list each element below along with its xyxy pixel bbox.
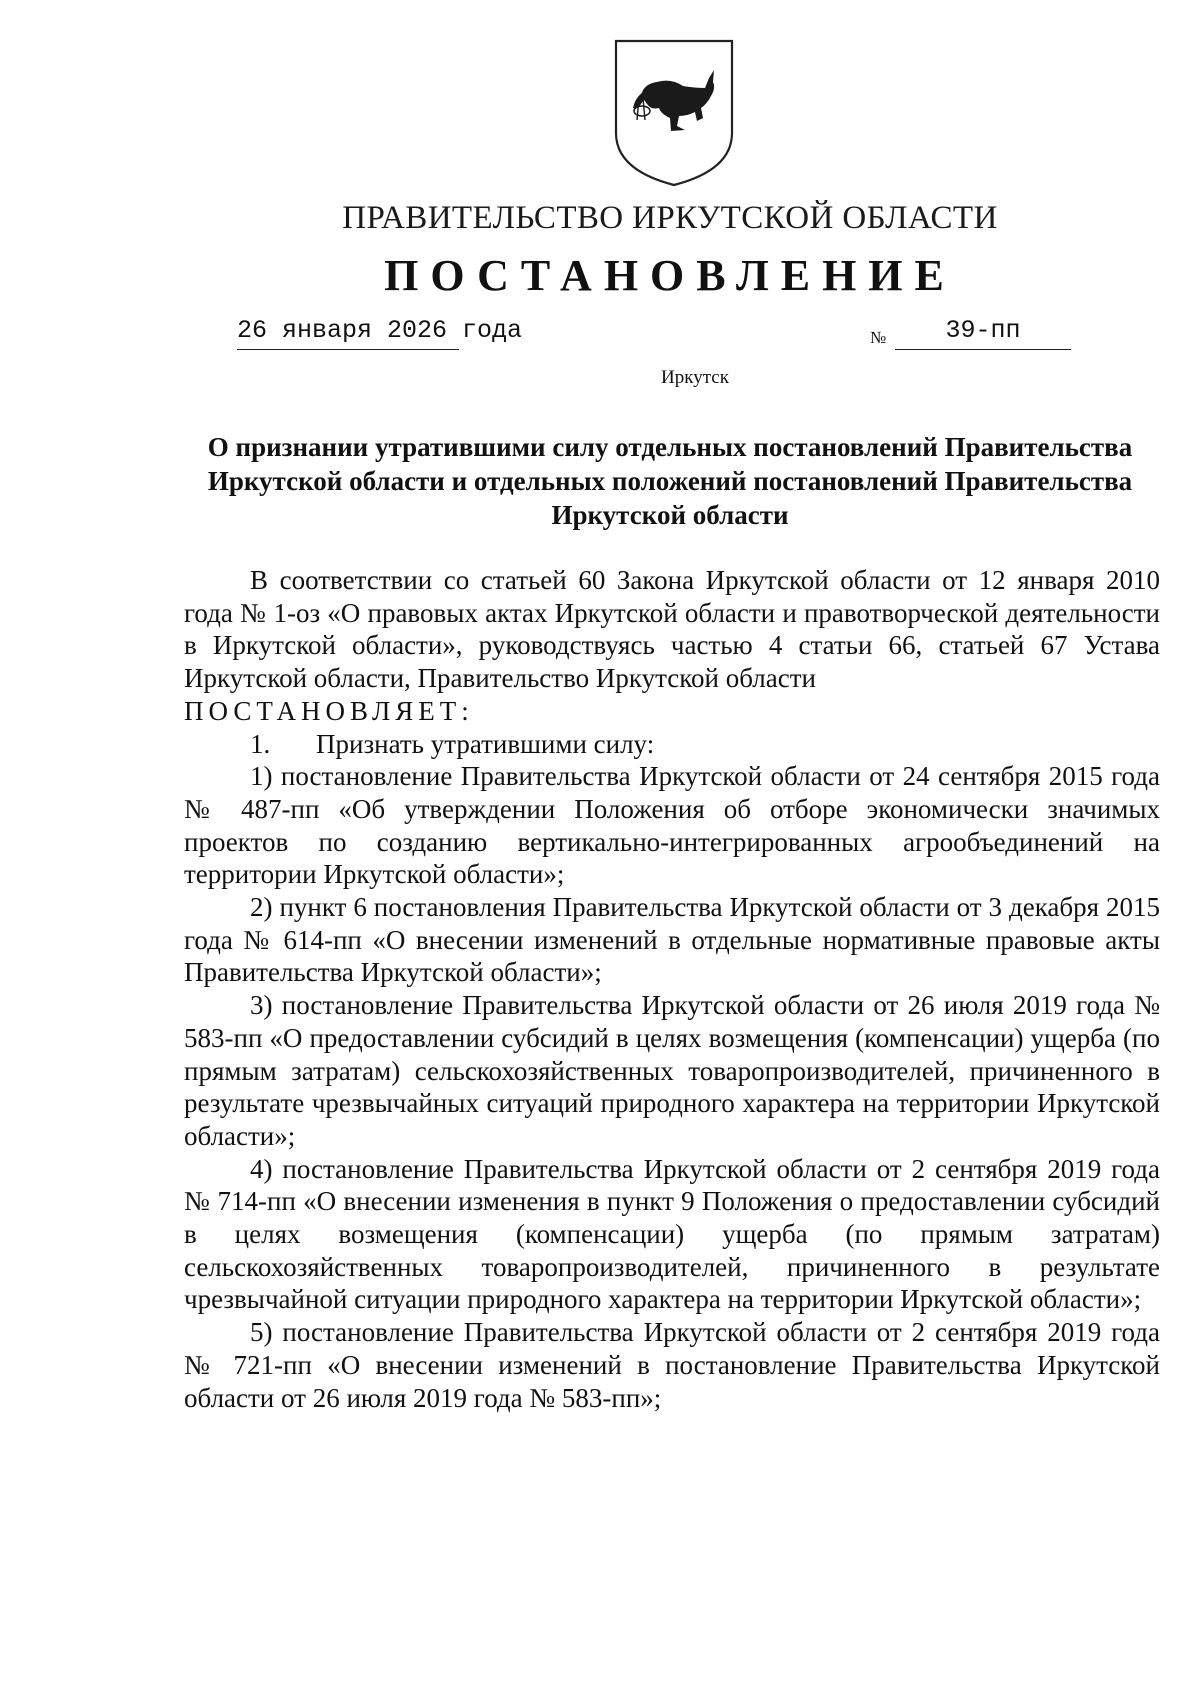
irkutsk-coat-of-arms-icon [613, 38, 735, 188]
preamble: В соответствии со статьей 60 Закона Иркутской области от 12 января 2010 года № 1-оз «О правовых актах Иркутской области и правотворческой деятельности в Иркутской области», руководствуясь частью 4 статьи 66, статьей 67 Устава Иркутской области, Правительство Иркутской области [184, 565, 1160, 694]
list-item: 5) постановление Правительства Иркутской области от 2 сентября 2019 года № 721-пп «О внесении изменений в постановление Правительства Иркутской области от 26 июля 2019 года № 583-пп»; [184, 1317, 1160, 1413]
document-type: ПОСТАНОВЛЕНИЕ [384, 251, 956, 300]
government-name: ПРАВИТЕЛЬСТВО ИРКУТСКОЙ ОБЛАСТИ [342, 200, 998, 236]
coat-of-arms-emblem [613, 38, 735, 188]
decree-word: ПОСТАНОВЛЯЕТ: [184, 695, 474, 726]
document-date: 26 января 2026 года [237, 316, 459, 350]
list-item: 4) постановление Правительства Иркутской области от 2 сентября 2019 года № 714-пп «О внесении изменения в пункт 9 Положения о предоставлении субсидий в целях возмещения (компенсации) ущерба (по прямым затратам) сельскохозяйственных товаропроизводителей, причиненного в результате чрезвычайной ситуации природного характера на территории Иркутской области»; [184, 1153, 1160, 1315]
document-subject: О признании утратившими силу отдельных постановлений Правительства Иркутской области и отдельных положений постановлений Правительства Иркутской области [207, 432, 1133, 530]
document-number: 39-пп [895, 316, 1071, 350]
point-1-number: 1. [250, 728, 271, 759]
number-label: № [870, 328, 887, 347]
point-1-text: Признать утратившими силу: [316, 728, 655, 759]
list-item: 3) постановление Правительства Иркутской области от 26 июля 2019 года № 583-пп «О предоставлении субсидий в целях возмещения (компенсации) ущерба (по прямым затратам) сельскохозяйственных товаропроизводителей, причиненного в результате чрезвычайных ситуаций природного характера на территории Иркутской области»; [184, 990, 1160, 1151]
document-body [184, 564, 1160, 1414]
list-item: 1) постановление Правительства Иркутской области от 24 сентября 2015 года № 487-пп «Об утверждении Положения об отборе экономически значимых проектов по созданию вертикально-интегрированных агрообъединений на территории Иркутской области»; [184, 761, 1160, 890]
point-1 [184, 728, 1160, 761]
list-item: 2) пункт 6 постановления Правительства Иркутской области от 3 декабря 2015 года № 614-пп «О внесении изменений в отдельные нормативные правовые акты Правительства Иркутской области»; [184, 892, 1160, 988]
city: Иркутск [661, 367, 729, 388]
